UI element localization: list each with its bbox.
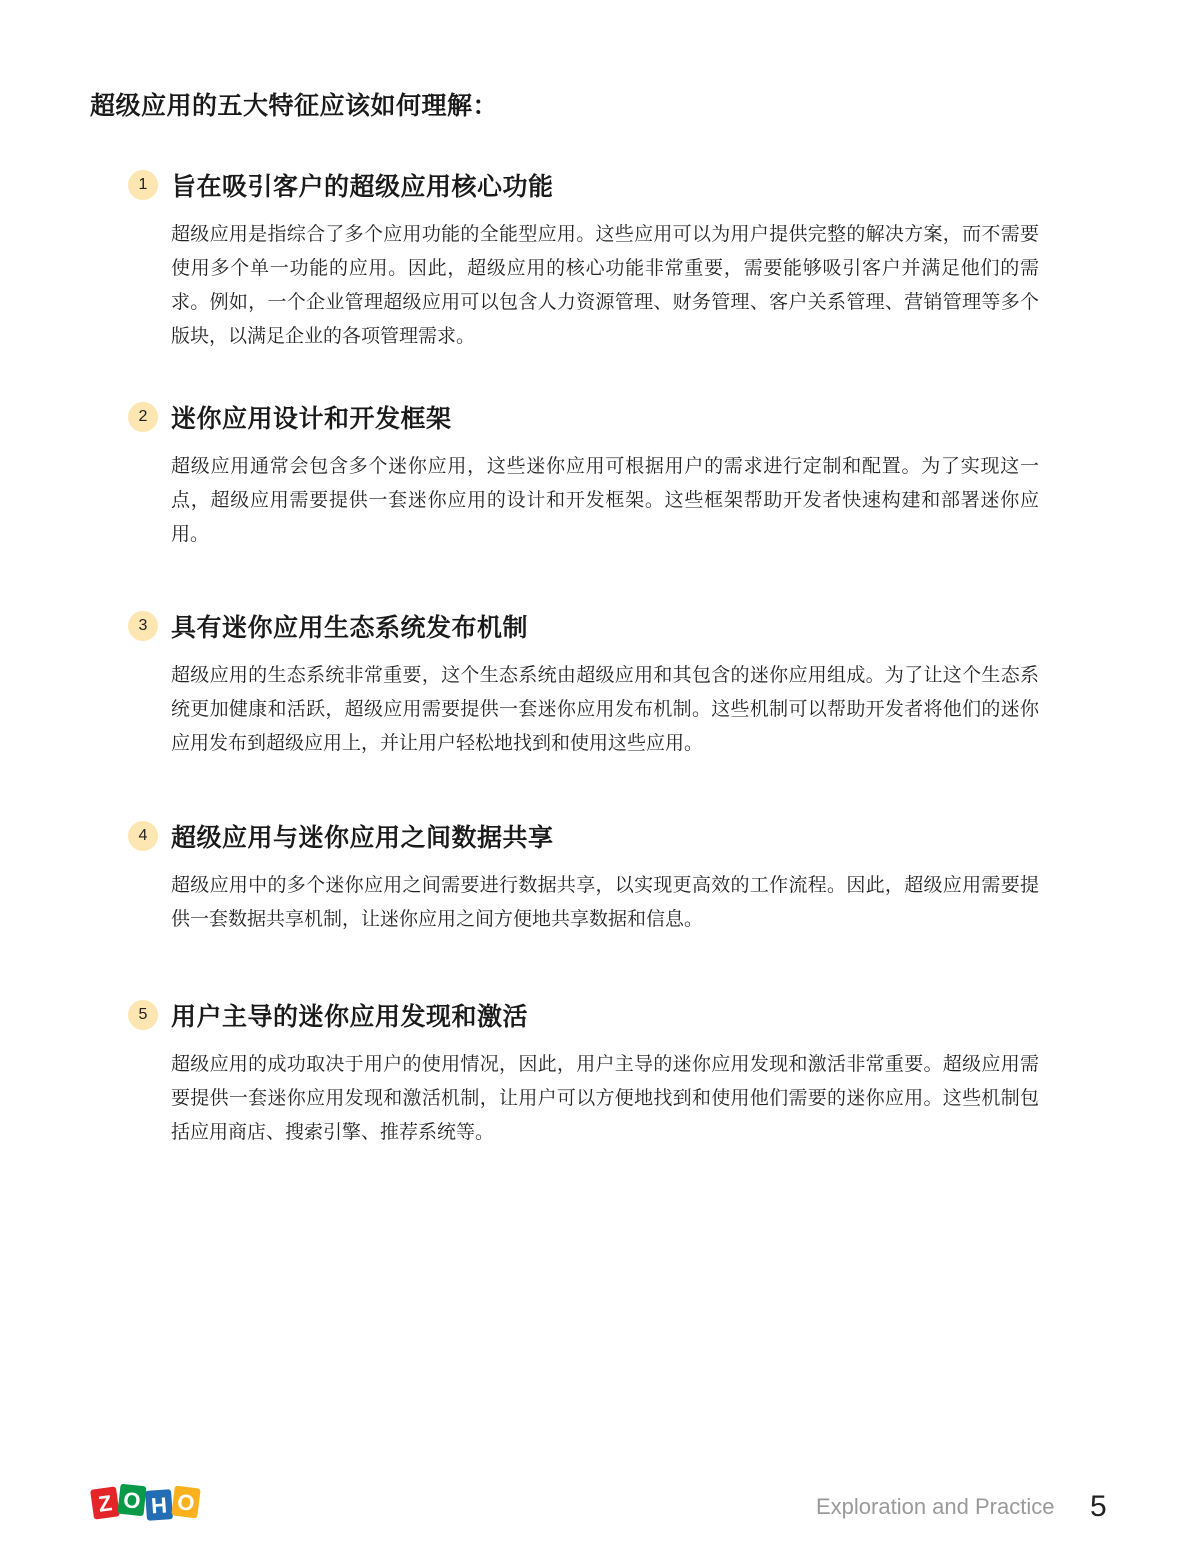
section-body: 超级应用的成功取决于用户的使用情况，因此，用户主导的迷你应用发现和激活非常重要。超级应用需要提供一套迷你应用发现和激活机制，让用户可以方便地找到和使用他们需要的迷你应用。这些机制包括应用商店、搜索引擎、推荐系统等。 — [171, 1053, 1039, 1143]
section-body: 超级应用是指综合了多个应用功能的全能型应用。这些应用可以为用户提供完整的解决方案，而不需要使用多个单一功能的应用。因此，超级应用的核心功能非常重要，需要能够吸引客户并满足他们的需求。例如，一个企业管理超级应用可以包含人力资源管理、财务管理、客户关系管理、营销管理等多个版块，以满足企业的各项管理需求。 — [171, 223, 1039, 347]
logo-letter: Z — [96, 1490, 114, 1517]
section-4 — [128, 816, 1048, 936]
section-title: 用户主导的迷你应用发现和激活 — [171, 1002, 529, 1031]
number-badge: 3 — [128, 611, 158, 641]
logo-tile-h — [145, 1489, 173, 1521]
logo-letter: H — [150, 1492, 168, 1519]
logo-tile-o1 — [118, 1484, 147, 1517]
number-badge: 1 — [128, 170, 158, 200]
section-title: 超级应用与迷你应用之间数据共享 — [171, 823, 554, 852]
logo-letter: O — [122, 1487, 142, 1514]
section-title: 迷你应用设计和开发框架 — [171, 404, 452, 433]
section-body: 超级应用中的多个迷你应用之间需要进行数据共享，以实现更高效的工作流程。因此，超级应用需要提供一套数据共享机制，让迷你应用之间方便地共享数据和信息。 — [171, 874, 1039, 930]
zoho-logo — [88, 1478, 206, 1528]
section-body: 超级应用的生态系统非常重要，这个生态系统由超级应用和其包含的迷你应用组成。为了让这个生态系统更加健康和活跃，超级应用需要提供一套迷你应用发布机制。这些机制可以帮助开发者将他们的迷你应用发布到超级应用上，并让用户轻松地找到和使用这些应用。 — [171, 664, 1039, 754]
logo-tile-z — [90, 1486, 120, 1519]
section-header — [128, 995, 1048, 1035]
section-title: 旨在吸引客户的超级应用核心功能 — [171, 172, 554, 201]
number-badge: 2 — [128, 402, 158, 432]
logo-letter: O — [175, 1489, 196, 1516]
page-number: 5 — [1090, 1490, 1107, 1523]
footer-text: Exploration and Practice — [816, 1494, 1055, 1519]
section-header — [128, 397, 1048, 437]
section-header — [128, 816, 1048, 856]
section-3 — [128, 606, 1048, 760]
logo-tile-o2 — [171, 1486, 200, 1519]
number-badge: 4 — [128, 821, 158, 851]
section-1 — [128, 165, 1048, 353]
section-5 — [128, 995, 1048, 1149]
section-header — [128, 165, 1048, 205]
section-header — [128, 606, 1048, 646]
section-body: 超级应用通常会包含多个迷你应用，这些迷你应用可根据用户的需求进行定制和配置。为了实现这一点，超级应用需要提供一套迷你应用的设计和开发框架。这些框架帮助开发者快速构建和部署迷你应用。 — [171, 455, 1039, 545]
page-title: 超级应用的五大特征应该如何理解： — [90, 91, 499, 120]
section-title: 具有迷你应用生态系统发布机制 — [171, 613, 529, 642]
number-badge: 5 — [128, 1000, 158, 1030]
section-2 — [128, 397, 1048, 551]
